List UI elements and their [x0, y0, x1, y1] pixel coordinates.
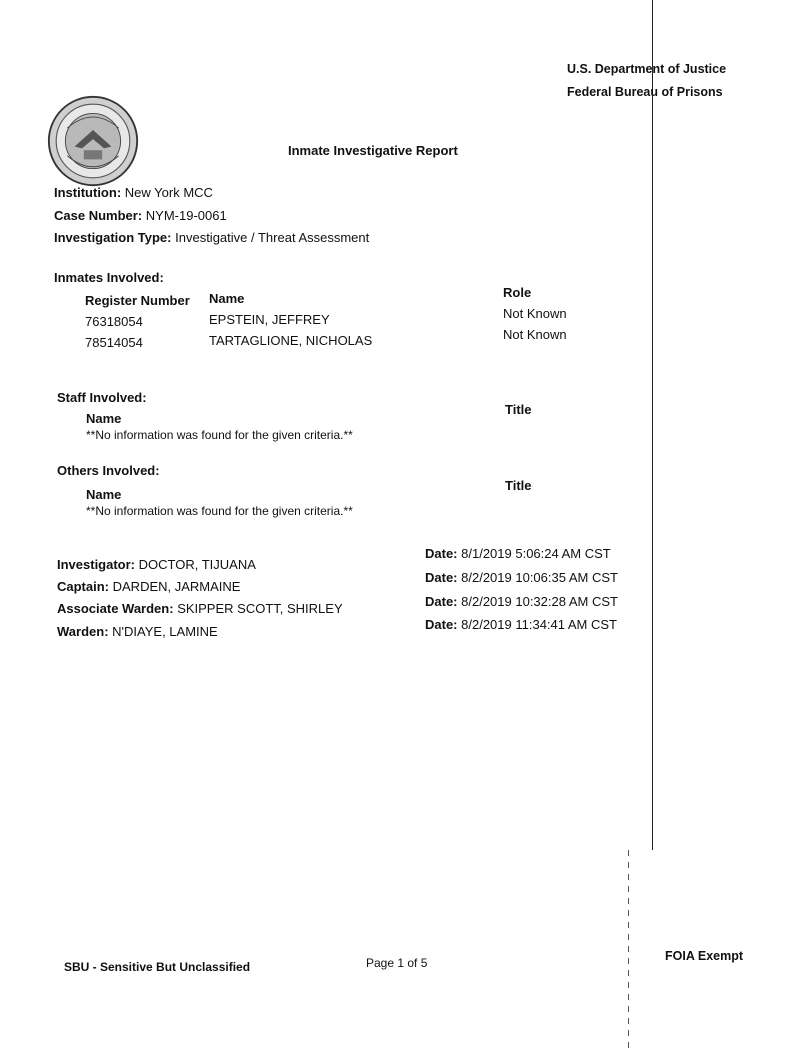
signoff-date-row — [425, 594, 618, 609]
inmate-role: Not Known — [503, 306, 567, 321]
staff-col-name: Name — [86, 411, 122, 426]
staff-col-title: Title — [505, 402, 532, 417]
signoff-row — [57, 624, 218, 639]
investigation-type-row — [54, 230, 369, 245]
doj-seal-icon — [47, 95, 139, 187]
case-number-row — [54, 208, 227, 223]
inmate-name: EPSTEIN, JEFFREY — [209, 312, 330, 327]
inmate-register: 78514054 — [85, 335, 143, 350]
signoff-name: DOCTOR, TIJUANA — [138, 557, 256, 572]
scan-edge-line — [652, 0, 653, 850]
signoff-date-label: Date: — [425, 546, 458, 561]
footer-sbu: SBU - Sensitive But Unclassified — [64, 960, 251, 974]
inmate-name: TARTAGLIONE, NICHOLAS — [209, 333, 373, 348]
signoff-row — [57, 557, 256, 572]
inmates-col-role: Role — [503, 285, 532, 300]
case-number-label: Case Number: — [54, 208, 143, 223]
signoff-role: Warden: — [57, 624, 109, 639]
others-heading: Others Involved: — [57, 463, 160, 478]
signoff-date-label: Date: — [425, 570, 458, 585]
signoff-date: 8/1/2019 5:06:24 AM CST — [461, 546, 611, 561]
signoff-date-row — [425, 570, 618, 585]
inmates-heading: Inmates Involved: — [54, 270, 164, 285]
inmate-register: 76318054 — [85, 314, 143, 329]
investigation-type-value: Investigative / Threat Assessment — [175, 230, 370, 245]
case-number-value: NYM-19-0061 — [145, 208, 227, 223]
staff-heading: Staff Involved: — [57, 390, 147, 405]
signoff-date: 8/2/2019 10:06:35 AM CST — [461, 570, 618, 585]
signoff-row — [57, 579, 240, 594]
signoff-date: 8/2/2019 11:34:41 AM CST — [461, 617, 618, 632]
footer-page-number: Page 1 of 5 — [366, 956, 428, 970]
header-department: U.S. Department of Justice — [567, 62, 727, 76]
signoff-role: Investigator: — [57, 557, 136, 572]
others-none-message: **No information was found for the given criteria.** — [86, 504, 353, 518]
signoff-date-label: Date: — [425, 617, 458, 632]
inmates-col-register: Register Number — [85, 293, 190, 308]
others-col-title: Title — [505, 478, 532, 493]
staff-none-message: **No information was found for the given criteria.** — [86, 428, 353, 442]
signoff-name: DARDEN, JARMAINE — [112, 579, 241, 594]
institution-value: New York MCC — [124, 185, 213, 200]
report-title: Inmate Investigative Report — [288, 143, 458, 158]
signoff-date-row — [425, 617, 617, 632]
scan-edge-dashed-line — [628, 850, 629, 1049]
investigation-type-label: Investigation Type: — [54, 230, 172, 245]
signoff-date-row — [425, 546, 611, 561]
signoff-role: Associate Warden: — [57, 601, 174, 616]
inmate-role: Not Known — [503, 327, 567, 342]
others-col-name: Name — [86, 487, 122, 502]
signoff-row — [57, 601, 343, 616]
signoff-date: 8/2/2019 10:32:28 AM CST — [461, 594, 618, 609]
signoff-role: Captain: — [57, 579, 109, 594]
footer-foia: FOIA Exempt — [665, 949, 744, 963]
institution-label: Institution: — [54, 185, 122, 200]
signoff-name: N'DIAYE, LAMINE — [112, 624, 218, 639]
inmates-col-name: Name — [209, 291, 245, 306]
signoff-date-label: Date: — [425, 594, 458, 609]
header-bureau: Federal Bureau of Prisons — [567, 85, 723, 99]
signoff-name: SKIPPER SCOTT, SHIRLEY — [177, 601, 343, 616]
institution-row — [54, 185, 213, 200]
